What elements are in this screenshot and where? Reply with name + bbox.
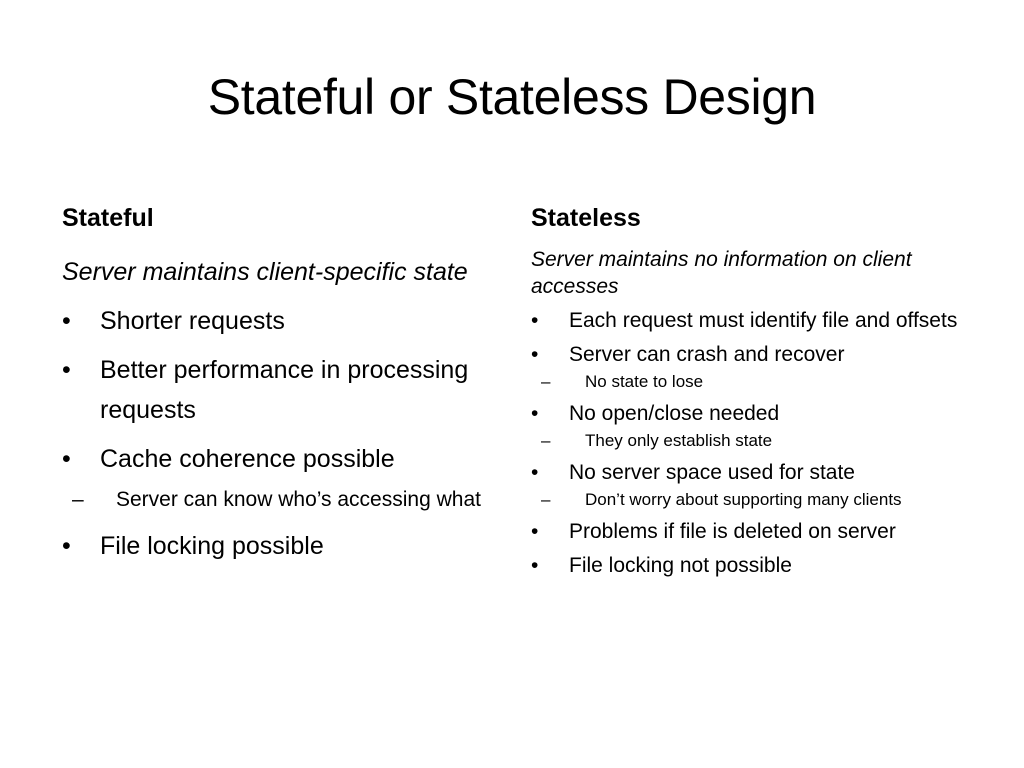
bullet-text: File locking possible [100, 532, 324, 560]
sub-bullet-item [541, 429, 971, 452]
bullet-text: Shorter requests [100, 307, 285, 335]
bullet-item [62, 526, 502, 566]
stateful-column [62, 200, 502, 566]
dash-icon: – [541, 372, 551, 391]
bullet-item [62, 439, 502, 479]
bullet-dot-icon: • [62, 356, 71, 384]
sub-bullet-item [72, 483, 502, 517]
sub-bullet-text: Don’t worry about supporting many clients [585, 490, 902, 509]
bullet-text: Cache coherence possible [100, 445, 395, 473]
bullet-dot-icon: • [531, 343, 539, 366]
stateful-bullet-list [62, 301, 502, 566]
bullet-text: File locking not possible [569, 554, 792, 577]
dash-icon: – [541, 490, 551, 509]
bullet-dot-icon: • [62, 532, 71, 560]
bullet-item [531, 518, 971, 545]
sub-bullet-list [531, 370, 971, 393]
bullet-dot-icon: • [62, 445, 71, 473]
stateless-intro: Server maintains no information on client accesses [531, 248, 912, 298]
stateless-heading: Stateless [531, 204, 641, 232]
bullet-dot-icon: • [62, 307, 71, 335]
bullet-item [62, 301, 502, 341]
bullet-dot-icon: • [531, 461, 539, 484]
bullet-text: Problems if file is deleted on server [569, 520, 896, 543]
sub-bullet-item [541, 370, 971, 393]
bullet-item [531, 459, 971, 486]
bullet-item [531, 341, 971, 368]
sub-bullet-list [62, 483, 502, 517]
sub-bullet-list [531, 488, 971, 511]
bullet-text: No open/close needed [569, 402, 780, 425]
sub-bullet-text: They only establish state [585, 431, 773, 450]
dash-icon: – [72, 488, 84, 511]
dash-icon: – [541, 431, 551, 450]
bullet-text: No server space used for state [569, 461, 855, 484]
bullet-item [531, 552, 971, 579]
stateful-heading: Stateful [62, 204, 154, 232]
bullet-text: Better performance in processing requests [100, 356, 469, 424]
sub-bullet-list [531, 429, 971, 452]
bullet-item [531, 400, 971, 427]
bullet-text: Server can crash and recover [569, 343, 845, 366]
sub-bullet-text: No state to lose [585, 372, 704, 391]
bullet-item [531, 307, 971, 334]
stateful-intro: Server maintains client-specific state [62, 258, 468, 286]
sub-bullet-text: Server can know who’s accessing what [116, 488, 481, 511]
bullet-dot-icon: • [531, 402, 539, 425]
sub-bullet-item [541, 488, 971, 511]
bullet-text: Each request must identify file and offsets [569, 309, 958, 332]
bullet-dot-icon: • [531, 554, 539, 577]
bullet-item [62, 350, 502, 430]
bullet-dot-icon: • [531, 309, 539, 332]
slide-title: Stateful or Stateless Design [207, 69, 817, 125]
bullet-dot-icon: • [531, 520, 539, 543]
stateless-column [531, 200, 971, 579]
stateless-bullet-list [531, 307, 971, 579]
